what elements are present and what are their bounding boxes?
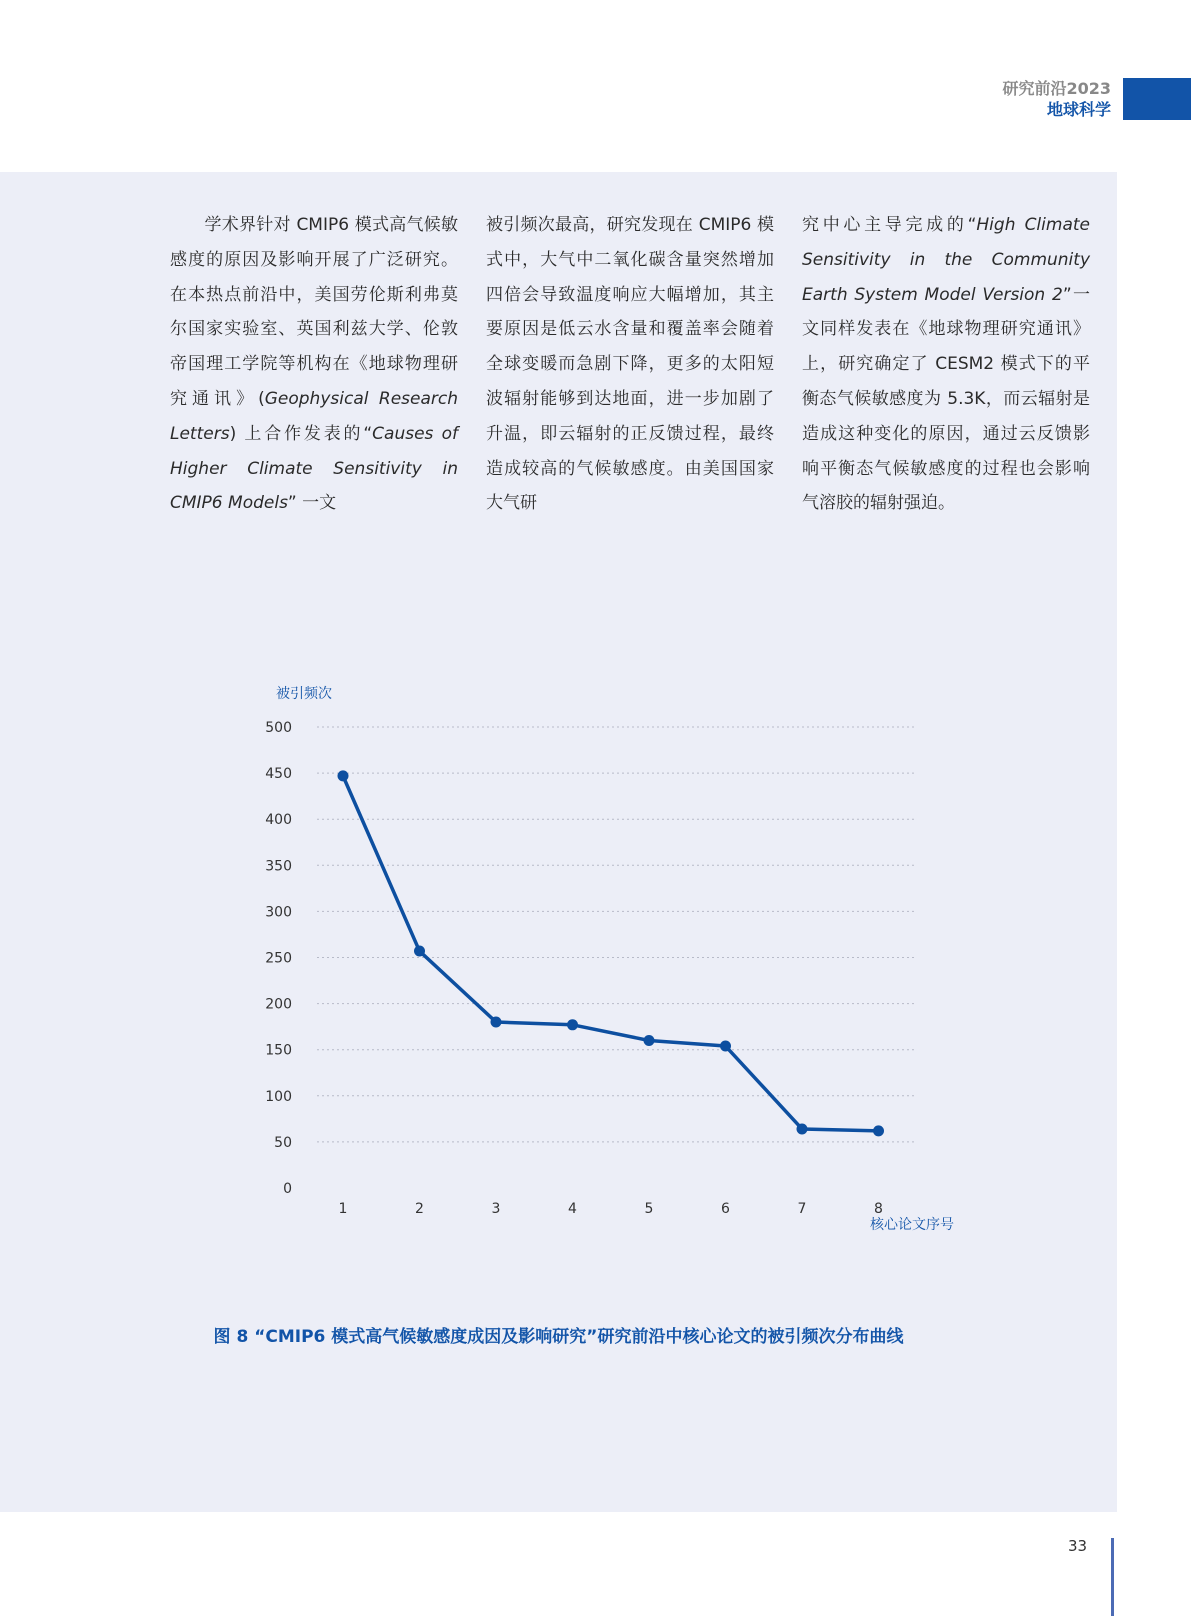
page-number: 33 [1068,1537,1088,1555]
x-tick-label: 7 [797,1201,807,1217]
x-axis-label: 核心论文序号 [870,1217,954,1233]
col1-journal-en: Geophysical Research Letters [170,388,459,444]
col3-paper-title: High Climate Sensitivity in the Community Earth System Model Version 2 [802,215,1090,305]
y-tick-label: 450 [265,766,292,783]
y-tick-label: 400 [265,812,292,829]
y-tick-label: 100 [265,1088,292,1105]
y-tick-label: 0 [283,1181,292,1197]
x-tick-label: 2 [415,1201,424,1217]
y-tick-label: 300 [265,904,292,921]
x-tick-label: 6 [721,1201,730,1217]
data-point [644,1035,655,1046]
col3-text-b: ”一文同样发表在《地球物理研究通讯》上，研究确定了 CESM2 模式下的平衡态气候敏感度为 5.3K，而云辐射是造成这种变化的原因，通过云反馈影响平衡态气候敏感度的过程也会影响气溶胶的辐射强迫。 [802,284,1090,514]
header-section-title: 地球科学 [1046,100,1111,119]
y-tick-labels [265,720,292,1197]
text-column-3 [802,208,1090,521]
page-number-rule [1111,1538,1114,1616]
data-point [567,1019,578,1030]
x-tick-label: 1 [338,1201,348,1217]
data-point [873,1125,884,1136]
data-point [338,770,349,781]
data-point [720,1041,731,1052]
col1-text-b: ) 上合作发表的“ [229,423,373,444]
x-tick-label: 3 [491,1201,501,1217]
data-point [491,1017,502,1028]
figure-caption: 图 8 “CMIP6 模式高气候敏感度成因及影响研究”研究前沿中核心论文的被引频次分布曲线 [213,1327,904,1347]
x-tick-labels [339,1201,883,1217]
data-point [414,946,425,957]
header-report-title: 研究前沿2023 [1002,79,1111,98]
text-column-1 [170,208,458,521]
data-points [338,770,885,1136]
col1-text-c: ” 一文 [287,493,337,514]
running-header [1002,78,1111,120]
data-point [797,1123,808,1134]
col3-text-a: 究中心主导完成的“ [802,215,977,235]
citation-line-chart [250,680,970,1240]
text-column-2 [486,208,774,521]
y-tick-label: 150 [265,1042,292,1059]
col2-text: 被引频次最高，研究发现在 CMIP6 模式中，大气中二氧化碳含量突然增加四倍会导致温度响应大幅增加，其主要原因是低云水含量和覆盖率会随着全球变暖而急剧下降，更多的太阳短波辐射能够到达地面，进一步加剧了升温，即云辐射的正反馈过程，最终造成较高的气候敏感度。由美国国家大气研 [486,215,774,514]
col1-text-a: 学术界针对 CMIP6 模式高气候敏感度的原因及影响开展了广泛研究。在本热点前沿中，美国劳伦斯利弗莫尔国家实验室、英国利兹大学、伦敦帝国理工学院等机构在《地球物理研究通讯》( [170,215,458,409]
y-tick-label: 50 [274,1134,292,1151]
col1-paper-title: Causes of Higher Climate Sensitivity in CMIP6 Models [170,423,458,514]
y-tick-label: 250 [265,950,292,967]
y-tick-label: 350 [265,858,292,875]
x-tick-label: 4 [568,1201,577,1217]
x-tick-label: 8 [874,1201,883,1217]
y-axis-label: 被引频次 [276,686,332,702]
x-tick-label: 5 [644,1201,654,1217]
grid-layer [317,727,914,1142]
y-tick-label: 200 [265,996,292,1013]
y-tick-label: 500 [265,720,292,736]
header-accent-block [1123,78,1191,120]
